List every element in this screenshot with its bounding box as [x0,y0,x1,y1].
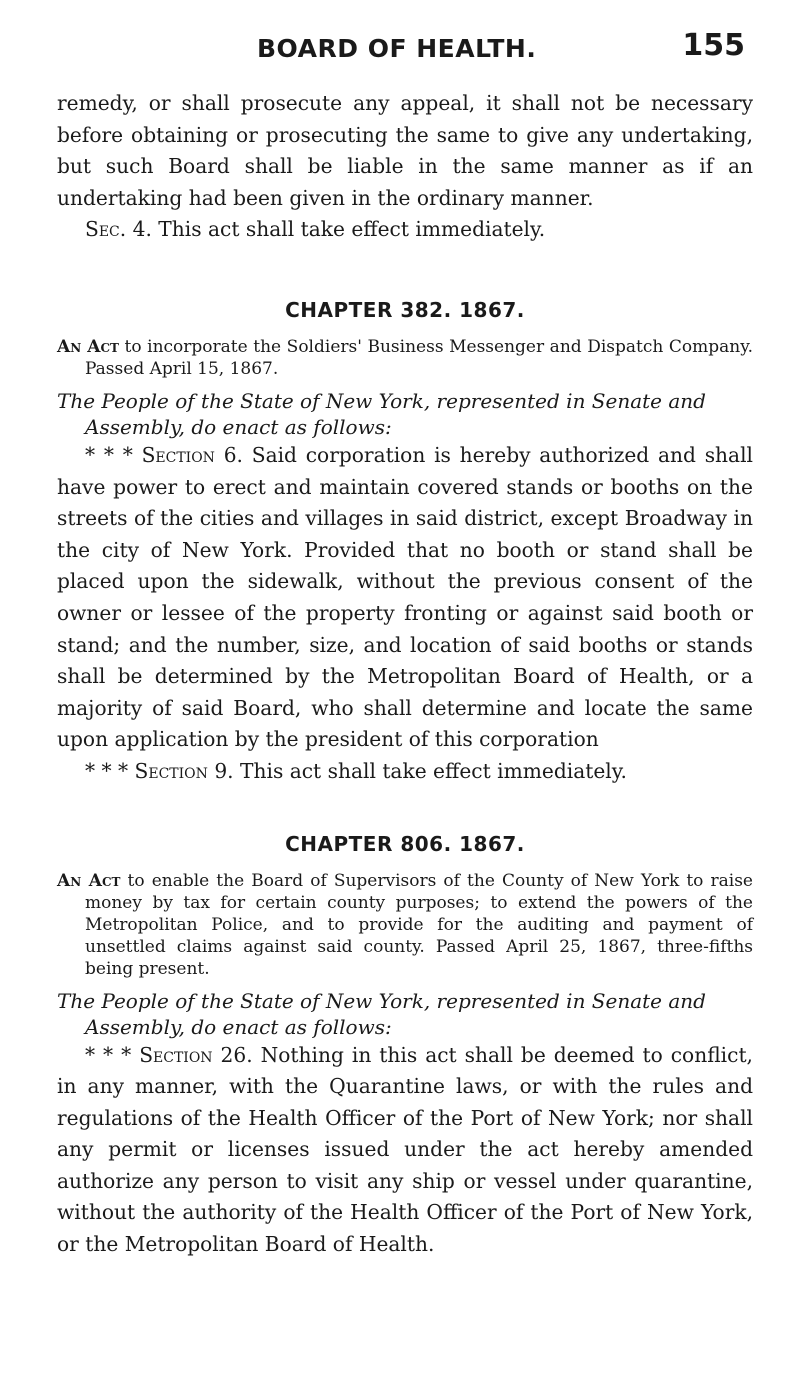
section-6-stars: * * * [85,442,133,467]
chapter-806-act-lead: An Act [57,870,121,891]
section-9-label: Section 9. [134,758,234,783]
chapter-382-act-lead: An Act [57,336,119,357]
section-26-stars: * * * [85,1042,132,1067]
chapter-806-act-title [57,870,753,980]
chapter-382-act-text: to incorporate the Soldiers' Business Messenger and Dispatch Company. Passed April 15, 1867. [85,336,753,379]
chapter-806-heading: CHAPTER 806. 1867. [285,831,525,856]
section-4-text: This act shall take effect immediately. [158,217,546,242]
chapter-806-enacting-clause: The People of the State of New York, represented in Senate and Assembly, do enact as follows: [57,988,706,1039]
chapter-382-enacting-clause: The People of the State of New York, represented in Senate and Assembly, do enact as follows: [57,388,706,439]
section-26-label: Section 26. [139,1042,253,1067]
section-6-label: Section 6. [141,442,243,467]
running-head: BOARD OF HEALTH. [257,34,537,63]
chapter-382-section-9 [57,756,753,788]
section-9-stars: * * * [85,758,129,783]
page-header [57,28,753,88]
page-number: 155 [682,28,745,63]
section-6-text: Said corporation is hereby authorized and shall have power to erect and maintain covered stands or booths on the streets of the cities and villages in said district, except Broadway in the city of New York. Provided that no booth or stand shall be placed upon the sidewalk, without the previous consent of the owner or lessee of the property fronting or against said booth or stand; and the number, size, and location of said booths or stands shall be determined by the Metropolitan Board of Health, or a majority of said Board, who shall determine and locate the same upon application by the president of this corporation [57,442,754,752]
chapter-806-section-26 [57,1040,753,1261]
section-4-label: Sec. 4. [85,217,152,242]
chapter-806-act-text: to enable the Board of Supervisors of the County of New York to raise money by tax for certain county purposes; to extend the powers of the Metropolitan Police, and to provide for the auditing and payment of unsettled claims against said county. Passed April 25, 1867, three-fifths being present. [85,870,753,979]
intro-paragraph: remedy, or shall prosecute any appeal, it shall not be necessary before obtaining or prosecuting the same to give any undertaking, but such Board shall be liable in the same manner as if an undertaking had been given in the ordinary manner. [57,91,753,210]
section-26-text: Nothing in this act shall be deemed to conflict, in any manner, with the Quarantine laws, or with the rules and regulations of the Health Officer of the Port of New York; nor shall any permit or licenses issued under the act hereby amended authorize any person to visit any ship or vessel under quarantine, without the authority of the Health Officer of the Port of New York, or the Metropolitan Board of Health. [57,1042,753,1257]
chapter-382-act-title [57,336,753,380]
section-9-text: This act shall take effect immediately. [240,758,627,783]
chapter-382-section-6 [57,440,753,756]
chapter-382-heading: CHAPTER 382. 1867. [285,297,525,322]
section-4 [57,214,753,246]
